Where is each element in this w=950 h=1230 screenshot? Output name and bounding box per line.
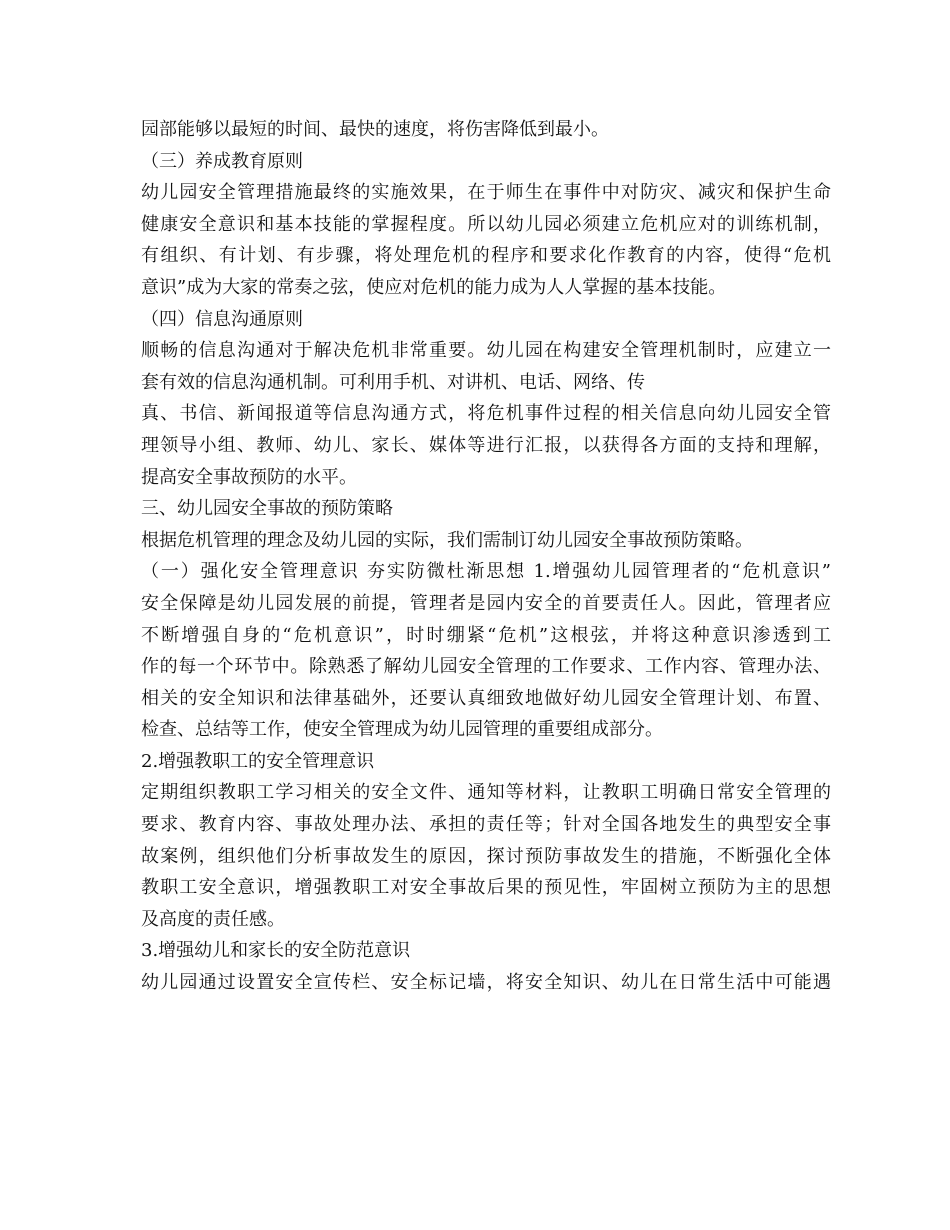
text-line: 顺畅的信息沟通对于解决危机非常重要。幼儿园在构建安全管理机制时，应建立一 <box>141 340 831 362</box>
text-line: 套有效的信息沟通机制。可利用手机、对讲机、电话、网络、传 <box>141 371 645 393</box>
text-line: 三、幼儿园安全事故的预防策略 <box>141 498 393 520</box>
text-line: 3.增强幼儿和家长的安全防范意识 <box>141 940 411 962</box>
text-line: 相关的安全知识和法律基础外，还要认真细致地做好幼儿园安全管理计划、布置、 <box>141 687 831 709</box>
text-line: 真、书信、新闻报道等信息沟通方式，将危机事件过程的相关信息向幼儿园安全管 <box>141 403 831 425</box>
text-line: 故案例，组织他们分析事故发生的原因，探讨预防事故发生的措施，不断强化全体 <box>141 845 831 867</box>
text-line: 检查、总结等工作，使安全管理成为幼儿园管理的重要组成部分。 <box>141 719 663 741</box>
text-line: 根据危机管理的理念及幼儿园的实际，我们需制订幼儿园安全事故预防策略。 <box>141 529 753 551</box>
text-line: 提高安全事故预防的水平。 <box>141 466 357 488</box>
text-line: 不断增强自身的“危机意识”，时时绷紧“危机”这根弦，并将这种意识渗透到工 <box>141 624 831 646</box>
text-line: （一）强化安全管理意识 夯实防微杜渐思想 1.增强幼儿园管理者的“危机意识” <box>141 561 831 583</box>
text-line: 安全保障是幼儿园发展的前提，管理者是园内安全的首要责任人。因此，管理者应 <box>141 592 831 614</box>
text-line: 作的每一个环节中。除熟悉了解幼儿园安全管理的工作要求、工作内容、管理办法、 <box>141 656 831 678</box>
text-line: （三）养成教育原则 <box>141 150 303 172</box>
text-line: 意识”成为大家的常奏之弦，使应对危机的能力成为人人掌握的基本技能。 <box>141 276 727 298</box>
text-line: （四）信息沟通原则 <box>141 308 303 330</box>
document-body <box>141 114 831 999</box>
text-line: 园部能够以最短的时间、最快的速度，将伤害降低到最小。 <box>141 119 609 140</box>
text-line: 幼儿园通过设置安全宣传栏、安全标记墙，将安全知识、幼儿在日常生活中可能遇 <box>141 972 831 994</box>
text-line: 要求、教育内容、事故处理办法、承担的责任等；针对全国各地发生的典型安全事 <box>141 814 831 836</box>
text-line: 理领导小组、教师、幼儿、家长、媒体等进行汇报，以获得各方面的支持和理解， <box>141 434 831 456</box>
text-line: 定期组织教职工学习相关的安全文件、通知等材料，让教职工明确日常安全管理的 <box>141 782 831 804</box>
text-line: 幼儿园安全管理措施最终的实施效果，在于师生在事件中对防灾、减灾和保护生命 <box>141 182 831 204</box>
text-line: 教职工安全意识，增强教职工对安全事故后果的预见性，牢固树立预防为主的思想 <box>141 877 831 899</box>
text-line: 健康安全意识和基本技能的掌握程度。所以幼儿园必须建立危机应对的训练机制， <box>141 213 831 235</box>
text-line: 2.增强教职工的安全管理意识 <box>141 750 375 772</box>
text-line: 及高度的责任感。 <box>141 908 285 930</box>
text-line: 有组织、有计划、有步骤，将处理危机的程序和要求化作教育的内容，使得“危机 <box>141 245 831 267</box>
